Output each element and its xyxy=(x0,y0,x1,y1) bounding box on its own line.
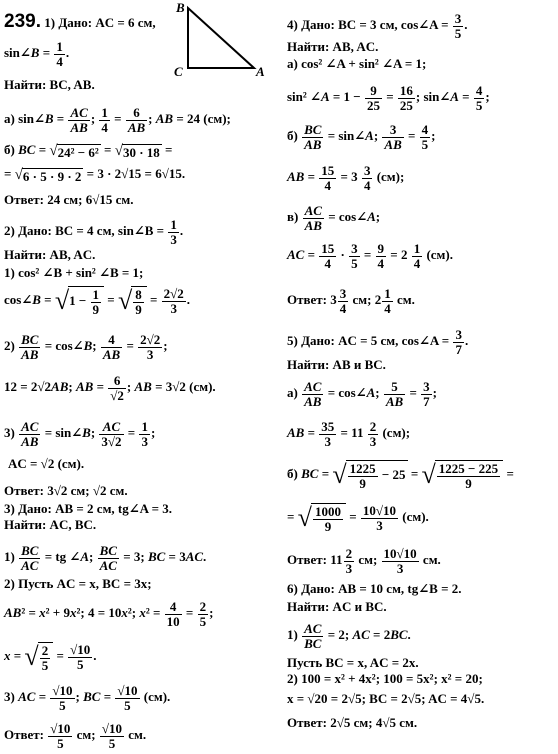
p6-given: 6) Дано: AB = 10 см, tg∠B = 2. xyxy=(287,581,462,596)
p4-ac: AC = $\frac{15}{4}$ · $\frac{3}{5}$ = $\frac{9}{4}$ = 2 $\frac{1}{4}$ (см). xyxy=(287,241,453,271)
p4-ab: AB = $\frac{15}{4}$ = 3 $\frac{3}{4}$ (см); xyxy=(287,163,405,193)
p3-ab2: AB² = x² + 9x²; 4 = 10x²; x² = $\frac{4}{10}$ = $\frac{2}{5}$ ; xyxy=(4,599,214,629)
p4-step-a: a) cos² ∠A + sin² ∠A = 1; xyxy=(287,56,427,71)
p3-step1: 1) $\frac{BC}{AC}$ = tg ∠A; $\frac{BC}{AC}$ = 3; BC = 3AC. xyxy=(4,543,207,573)
problem-1-header xyxy=(4,12,156,31)
p6-step1: 1) $\frac{AC}{BC}$ = 2; AC = 2BC. xyxy=(287,621,411,651)
p2-given: 2) Дано: BC = 4 см, sin∠B = $\frac{1}{3}$ . xyxy=(4,217,184,247)
p4-sin2: sin² ∠A = 1 − $\frac{9}{25}$ = $\frac{16}{25}$ ; sin∠A = $\frac{4}{5}$ ; xyxy=(287,83,490,113)
p5-answer: Ответ: 11 $\frac{2}{3}$ см; $\frac{10√10}{3}$ см. xyxy=(287,546,441,576)
p2-ac: AC = √2 (см). xyxy=(8,456,85,471)
p2-line12: 12 = 2√2AB; AB = $\frac{6}{√2}$ ; AB = 3√2 (см). xyxy=(4,373,216,403)
vertex-a-label: A xyxy=(256,64,265,79)
p1-sinb: sin∠B = $\frac{1}{4}$ . xyxy=(4,39,70,69)
p1-answer: Ответ: 24 см; 6√15 см. xyxy=(4,192,134,207)
problem-number: 239. xyxy=(4,11,41,32)
p3-x: x = √ $\frac{2}{5}$ = $\frac{√10}{5}$ . xyxy=(4,642,97,673)
p3-let: 2) Пусть AC = x, BC = 3x; xyxy=(4,576,152,591)
p3-find: Найти: AC, BC. xyxy=(4,517,97,532)
p5-bc: = √ $\frac{1000}{9}$ = $\frac{10√10}{3}$ (см). xyxy=(287,503,429,534)
p4-step-v: в) $\frac{AC}{AB}$ = cos∠A; xyxy=(287,203,381,233)
p6-find: Найти: AC и BC. xyxy=(287,599,387,614)
p6-let: Пусть BC = x, AC = 2x. xyxy=(287,655,419,670)
p1-step-a: а) sin∠B = $\frac{AC}{AB}$ ; $\frac{1}{4}$ = $\frac{6}{AB}$ ; AB = 24 (см); xyxy=(4,105,231,135)
p4-given: 4) Дано: BC = 3 см, cos∠A = $\frac{3}{5}$ . xyxy=(287,11,468,41)
vertex-c-label: C xyxy=(174,64,183,79)
triangle-figure xyxy=(170,0,270,80)
p2-find: Найти: AB, AC. xyxy=(4,247,96,262)
p5-step-b: б) BC = √ $\frac{1225}{9}$ − 25 = √ $\frac{1225 - 225}{9}$ = xyxy=(287,460,514,491)
p1-step-b2: = √6 · 5 · 9 · 2 = 3 · 2√15 = 6√15. xyxy=(4,166,186,184)
p1-find: Найти: BC, AB. xyxy=(4,77,95,92)
p5-given: 5) Дано: AC = 5 см, cos∠A = $\frac{3}{7}$ . xyxy=(287,327,469,357)
p2-step3: 3) $\frac{AC}{AB}$ = sin∠B; $\frac{AC}{3√2}$ = $\frac{1}{3}$ ; xyxy=(4,419,156,449)
p4-find: Найти: AB, AC. xyxy=(287,39,379,54)
p1-step-b: б) BC = √24² − 6² = √30 · 18 = xyxy=(4,142,173,160)
p2-answer: Ответ: 3√2 см; √2 см. xyxy=(4,483,128,498)
p2-cosb: cos∠B = √1 − $\frac{1}{9}$ = √ $\frac{8}{9}$ = $\frac{2√2}{3}$ . xyxy=(4,286,191,317)
p5-ab: AB = $\frac{35}{3}$ = 11 $\frac{2}{3}$ (см); xyxy=(287,419,411,449)
p6-answer: Ответ: 2√5 см; 4√5 см. xyxy=(287,715,418,730)
vertex-b-label: B xyxy=(176,0,185,15)
p5-find: Найти: AB и BC. xyxy=(287,357,386,372)
p4-answer: Ответ: 3 $\frac{3}{4}$ см; 2 $\frac{1}{4}$ см. xyxy=(287,286,415,316)
p6-line3: x = √20 = 2√5; BC = 2√5; AC = 4√5. xyxy=(287,691,485,706)
p5-step-a: а) $\frac{AC}{AB}$ = cos∠A; $\frac{5}{AB}$ = $\frac{3}{7}$ ; xyxy=(287,379,437,409)
p3-step3: 3) AC = $\frac{√10}{5}$ ; BC = $\frac{√10}{5}$ (см). xyxy=(4,683,171,713)
p2-line1: 1) cos² ∠B + sin² ∠B = 1; xyxy=(4,265,144,280)
p4-step-b: б) $\frac{BC}{AB}$ = sin∠A; $\frac{3}{AB}$ = $\frac{4}{5}$ ; xyxy=(287,122,436,152)
p2-step2: 2) $\frac{BC}{AB}$ = cos∠B; $\frac{4}{AB}$ = $\frac{2√2}{3}$ ; xyxy=(4,332,168,362)
p3-given: 3) Дано: AB = 2 см, tg∠A = 3. xyxy=(4,501,172,516)
p6-line2: 2) 100 = x² + 4x²; 100 = 5x²; x² = 20; xyxy=(287,671,483,686)
p1-given: 1) Дано: AC = 6 см, xyxy=(44,15,156,30)
p3-answer: Ответ: $\frac{√10}{5}$ см; $\frac{√10}{5}$ см. xyxy=(4,721,147,751)
